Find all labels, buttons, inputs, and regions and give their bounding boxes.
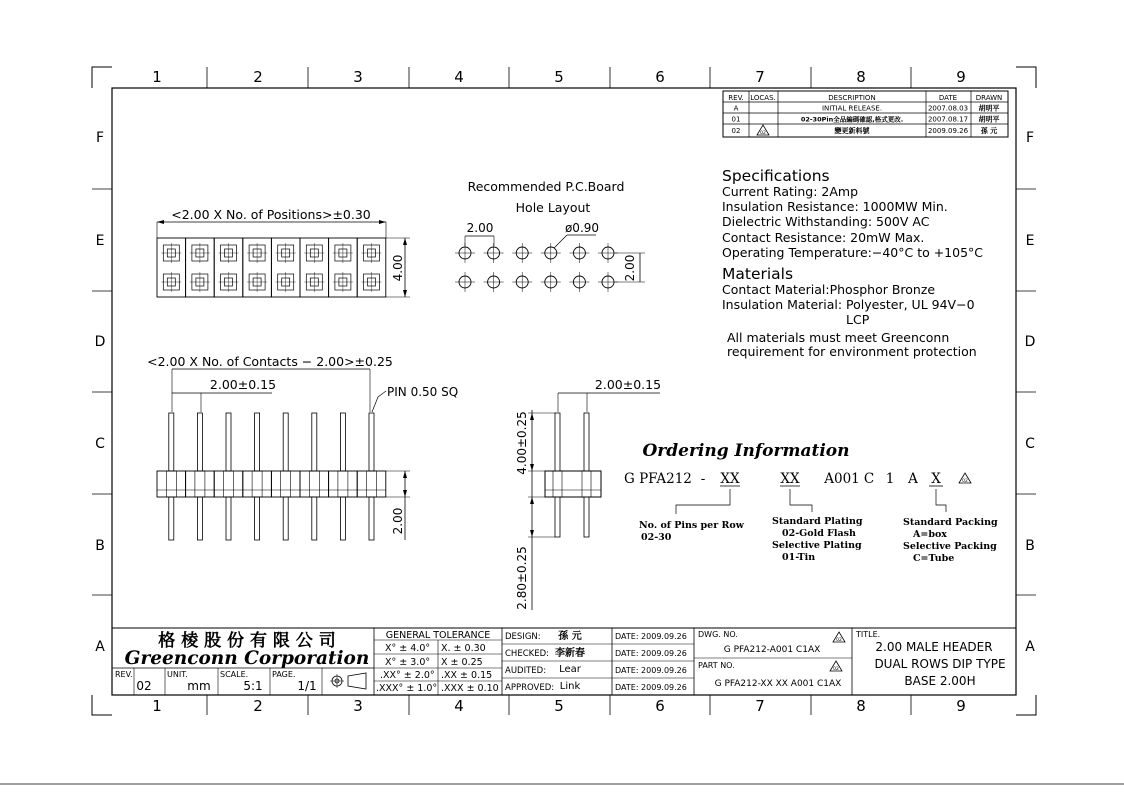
front-view-body [329, 471, 358, 497]
row-label: C [1025, 436, 1035, 452]
pin-upper [197, 413, 202, 471]
col-label: 3 [353, 697, 363, 715]
tolerance-linear: X. ± 0.30 [441, 643, 486, 654]
pin-lower [255, 497, 260, 540]
col-label: 5 [554, 68, 564, 86]
order-note-plating: 01-Tin [782, 552, 816, 563]
pin-collar [224, 471, 234, 497]
col-label: 3 [353, 68, 363, 86]
pin-lower [283, 497, 288, 540]
rev-cell: 2009.09.26 [927, 127, 969, 135]
order-note-packing: A=box [913, 529, 947, 540]
rev-cell: 2007.08.17 [927, 115, 969, 124]
title-block [112, 628, 1016, 695]
col-label: 1 [152, 697, 162, 715]
front-view-body [300, 471, 329, 497]
tolerance-angle: .XXX° ± 1.0° [376, 683, 438, 694]
pcb-hole-layout [455, 179, 645, 292]
rev-cell: 02 [731, 127, 741, 135]
pin-upper [169, 413, 174, 471]
order-code-part: XX [780, 471, 800, 487]
row-labels-left [95, 130, 106, 655]
order-code-part: XX [720, 471, 740, 487]
front-view-height-dim: 2.00 [391, 507, 405, 535]
rev-header: DRAWN [975, 94, 1003, 102]
col-label: 2 [253, 68, 263, 86]
front-view-body [357, 471, 386, 497]
part-no-label: PART NO. [698, 661, 735, 670]
spec-line: Contact Resistance: 20mW Max. [722, 230, 925, 245]
pin-upper [340, 413, 345, 471]
row-label: F [95, 130, 105, 146]
col-label: 8 [856, 697, 866, 715]
rev-header: LOCAS. [750, 94, 776, 102]
rev-cell: A [733, 104, 739, 113]
dwg-no-value: G PFA212-A001 C1AX [723, 645, 821, 655]
pin-upper [283, 413, 288, 471]
top-view [157, 207, 410, 297]
front-view-body [157, 471, 186, 497]
note-line: All materials must meet Greenconn [727, 330, 950, 345]
order-code-part: - [700, 471, 706, 487]
front-view-body [214, 471, 243, 497]
col-label: 6 [655, 68, 665, 86]
revision-triangle-icon [959, 473, 971, 484]
approval-label: DESIGN: [505, 632, 541, 642]
side-view [515, 377, 661, 610]
ordering-information [624, 441, 998, 564]
order-note-pins: No. of Pins per Row [639, 520, 744, 531]
approval-name: Lear [559, 664, 581, 675]
order-note-packing: Selective Packing [903, 541, 997, 552]
col-label: 5 [554, 697, 564, 715]
pcb-title-line2: Hole Layout [515, 200, 591, 215]
front-view-body [271, 471, 300, 497]
material-line: Contact Material:Phosphor Bronze [722, 282, 936, 297]
spec-line: Operating Temperature:−40°C to +105°C [722, 245, 984, 260]
spec-line: Dielectric Withstanding: 500V AC [722, 214, 930, 229]
pin-upper [369, 413, 374, 471]
order-code-part: C [863, 471, 875, 487]
front-view-length-dim: <2.00 X No. of Contacts − 2.00>±0.25 [147, 354, 393, 369]
order-code-part: G PFA212 [624, 471, 692, 487]
rev-header: DESCRIPTION [828, 94, 876, 102]
svg-text:02: 02 [836, 638, 842, 643]
pcb-pitch-dim: 2.00 [466, 221, 494, 235]
row-label: D [94, 334, 106, 350]
pin-upper [255, 413, 260, 471]
specs-title: Specifications [722, 167, 830, 185]
pin-lower [169, 497, 174, 540]
materials-title: Materials [722, 265, 794, 283]
pin-collar [166, 471, 176, 497]
row-label: E [95, 233, 105, 249]
col-label: 4 [454, 697, 464, 715]
col-label: 8 [856, 68, 866, 86]
unit-label: UNIT. [167, 670, 188, 679]
tolerance-title: GENERAL TOLERANCE [385, 630, 491, 641]
material-line: LCP [846, 312, 870, 327]
front-view-pitch-dim: 2.00±0.15 [209, 377, 277, 392]
page-label: PAGE. [272, 670, 296, 679]
order-note-plating: 02-Gold Flash [782, 528, 856, 539]
revision-table [723, 91, 1008, 137]
pin-lower [340, 497, 345, 540]
row-label: E [1025, 233, 1035, 249]
front-view-body [243, 471, 272, 497]
page-value: 1/1 [297, 679, 317, 693]
row-label: A [1025, 639, 1035, 655]
column-labels-top [152, 68, 966, 86]
svg-text:02: 02 [962, 479, 968, 484]
scale-label: SCALE. [220, 670, 249, 679]
col-label: 1 [152, 68, 162, 86]
company-name-en: Greenconn Corporation [124, 648, 370, 669]
col-label: 9 [956, 68, 966, 86]
projection-symbol-icon [330, 673, 366, 689]
material-line: Insulation Material: Polyester, UL 94V−0 [722, 297, 975, 312]
approval-date: DATE: 2009.09.26 [615, 632, 687, 641]
rev-value: 02 [136, 679, 152, 693]
revision-triangle-icon [757, 125, 769, 136]
ordering-title: Ordering Information [642, 441, 850, 461]
part-no-value: G PFA212-XX XX A001 C1AX [714, 679, 842, 689]
approval-date: DATE: 2009.09.26 [615, 666, 687, 675]
svg-text:02: 02 [760, 131, 766, 136]
front-view-pins [157, 413, 386, 540]
order-code-part: 1 [885, 471, 895, 487]
drawing-title-line: 2.00 MALE HEADER [875, 640, 993, 654]
row-label: B [95, 538, 105, 554]
pin-lower [312, 497, 317, 540]
row-labels-right [1025, 130, 1036, 655]
rev-cell: 2007.08.03 [927, 104, 969, 113]
approval-date: DATE: 2009.09.26 [615, 649, 687, 658]
order-note-pins: 02-30 [641, 532, 672, 543]
tolerance-linear: X ± 0.25 [441, 657, 483, 668]
rev-cell: 變更新料號 [834, 127, 870, 135]
company-name-cn: 格 棱 股 份 有 限 公 司 [158, 631, 336, 651]
front-view-body [186, 471, 215, 497]
col-label: 7 [755, 697, 765, 715]
tolerance-linear: .XXX ± 0.10 [441, 683, 499, 694]
pin-collar [309, 471, 319, 497]
tolerance-angle: X° ± 4.0° [385, 643, 431, 654]
revision-triangle-icon [833, 632, 845, 643]
order-note-plating: Selective Plating [772, 540, 862, 551]
row-label: B [1025, 538, 1035, 554]
pcb-holes [455, 243, 618, 292]
side-view-body [545, 413, 601, 537]
scale-value: 5:1 [243, 679, 263, 693]
order-note-plating: Standard Plating [772, 516, 863, 527]
unit-value: mm [187, 679, 211, 693]
rev-cell: 胡明平 [978, 115, 1000, 124]
note-line: requirement for environment protection [727, 344, 977, 359]
pin-collar [338, 471, 348, 497]
rev-cell: 01 [731, 115, 741, 124]
approval-label: AUDITED: [505, 666, 547, 676]
row-label: C [95, 436, 105, 452]
approval-label: CHECKED: [505, 649, 549, 659]
order-code-part: A [908, 471, 918, 487]
approval-name: 孫 元 [558, 631, 582, 642]
specifications [722, 167, 983, 359]
rev-cell: 胡明平 [978, 104, 1000, 113]
rev-header: REV. [728, 94, 744, 102]
pcb-row-pitch-dim: 2.00 [623, 254, 637, 282]
pin-upper [226, 413, 231, 471]
title-label: TITLE. [856, 630, 881, 639]
side-view-upper-dim: 4.00±0.25 [515, 411, 529, 475]
pcb-title-line1: Recommended P.C.Board [467, 179, 625, 194]
col-label: 7 [755, 68, 765, 86]
rev-cell: INITIAL RELEASE. [821, 104, 883, 113]
rev-cell: 孫 元 [980, 127, 998, 135]
revision-triangle-icon [830, 661, 842, 672]
approval-name: Link [559, 681, 581, 692]
rev-label: REV. [115, 670, 133, 679]
row-label: A [95, 639, 105, 655]
row-label: D [1024, 334, 1036, 350]
order-code-part: X [931, 471, 941, 487]
drawing-title-line: BASE 2.00H [904, 674, 976, 688]
dwg-no-label: DWG. NO. [698, 630, 738, 639]
pin-collar [252, 471, 262, 497]
drawing-title-line: DUAL ROWS DIP TYPE [874, 657, 1006, 671]
front-view [147, 354, 458, 540]
pcb-hole-dim: ø0.90 [564, 221, 600, 235]
pin-upper [312, 413, 317, 471]
rev-header: DATE [938, 94, 958, 102]
pin-lower [369, 497, 374, 540]
side-view-lower-dim: 2.80±0.25 [515, 546, 529, 610]
pin-lower [226, 497, 231, 540]
row-label: F [1025, 130, 1035, 146]
column-labels-bottom [152, 697, 966, 715]
side-view-pitch-dim: 2.00±0.15 [594, 377, 662, 392]
approval-label: APPROVED: [505, 683, 555, 693]
svg-text:02: 02 [833, 667, 839, 672]
order-note-packing: Standard Packing [903, 517, 998, 528]
top-view-length-dim: <2.00 X No. of Positions>±0.30 [171, 207, 371, 222]
tolerance-angle: .XX° ± 2.0° [380, 670, 435, 681]
approval-date: DATE: 2009.09.26 [615, 683, 687, 692]
col-label: 9 [956, 697, 966, 715]
order-code-part: A001 [824, 471, 860, 487]
approval-name: 李新春 [555, 648, 585, 659]
rev-cell: 02-30Pin全品編碼確認,格式更改. [800, 115, 904, 124]
order-note-packing: C=Tube [913, 553, 955, 564]
tolerance-linear: .XX ± 0.15 [441, 670, 493, 681]
pin-collar [367, 471, 377, 497]
pin-size-label: PIN 0.50 SQ [387, 385, 459, 399]
pin-collar [195, 471, 205, 497]
spec-line: Current Rating: 2Amp [722, 184, 859, 199]
col-label: 4 [454, 68, 464, 86]
top-view-cells [157, 238, 386, 297]
pin-lower [197, 497, 202, 540]
tolerance-angle: X° ± 3.0° [385, 657, 431, 668]
col-label: 6 [655, 697, 665, 715]
pin-collar [281, 471, 291, 497]
top-view-width-dim: 4.00 [391, 254, 405, 282]
spec-line: Insulation Resistance: 1000MW Min. [722, 199, 948, 214]
col-label: 2 [253, 697, 263, 715]
